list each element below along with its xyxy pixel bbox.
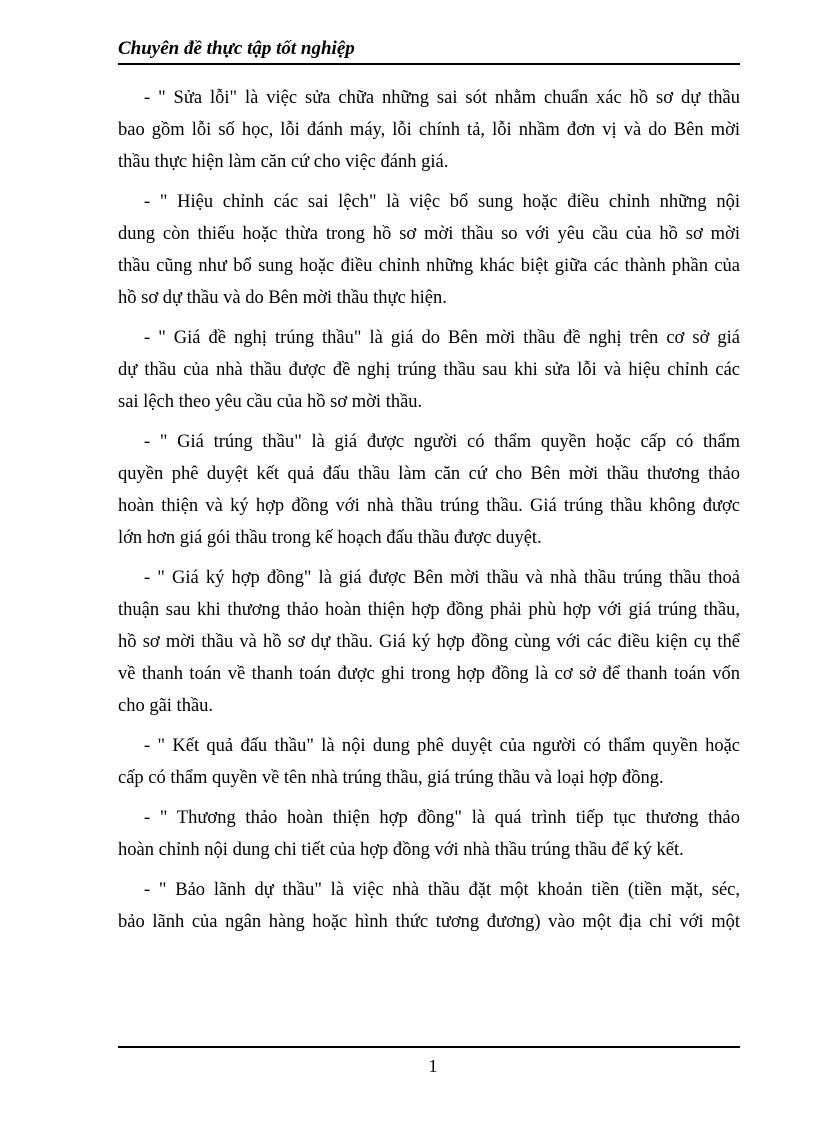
text-line: - " Giá ký hợp đồng" là giá được Bên mời thầu và nhà thầu trúng thầu thoả bbox=[144, 568, 740, 588]
text-line: thầu cũng như bổ sung hoặc điều chỉnh những khác biệt giữa các thành phần của bbox=[118, 256, 740, 276]
text-line: - " Bảo lãnh dự thầu" là việc nhà thầu đặt một khoản tiền (tiền mặt, séc, bbox=[144, 880, 740, 900]
text-line: lớn hơn giá gói thầu trong kế hoạch đấu thầu được duyệt. bbox=[118, 528, 542, 548]
document-body bbox=[118, 82, 740, 946]
paragraph bbox=[118, 322, 740, 418]
paragraph bbox=[118, 802, 740, 866]
paragraph bbox=[118, 730, 740, 794]
text-line: bao gồm lỗi số học, lỗi đánh máy, lỗi chính tả, lỗi nhầm đơn vị và do Bên mời bbox=[118, 120, 740, 140]
paragraph bbox=[118, 426, 740, 554]
text-line: hồ sơ mời thầu và hồ sơ dự thầu. Giá ký hợp đồng cùng với các điều kiện cụ thể bbox=[118, 632, 740, 652]
paragraph bbox=[118, 82, 740, 178]
text-line: quyền phê duyệt kết quả đấu thầu làm căn cứ cho Bên mời thầu thương thảo bbox=[118, 464, 740, 484]
text-line: dự thầu của nhà thầu được đề nghị trúng thầu sau khi sửa lỗi và hiệu chỉnh các bbox=[118, 360, 740, 380]
footer-divider bbox=[118, 1046, 740, 1048]
text-line: - " Giá trúng thầu" là giá được người có thẩm quyền hoặc cấp có thẩm bbox=[144, 432, 740, 452]
text-line: - " Thương thảo hoàn thiện hợp đồng" là quá trình tiếp tục thương thảo bbox=[144, 808, 740, 828]
text-line: hoàn thiện và ký hợp đồng với nhà thầu trúng thầu. Giá trúng thầu không được bbox=[118, 496, 740, 516]
text-line: - " Giá đề nghị trúng thầu" là giá do Bên mời thầu đề nghị trên cơ sở giá bbox=[144, 328, 740, 348]
header-title: Chuyên đề thực tập tốt nghiệp bbox=[118, 38, 355, 59]
text-line: bảo lãnh của ngân hàng hoặc hình thức tương đương) vào một địa chỉ với một bbox=[118, 912, 740, 932]
page-header bbox=[118, 38, 740, 65]
text-line: thuận sau khi thương thảo hoàn thiện hợp đồng phải phù hợp với giá trúng thầu, bbox=[118, 600, 740, 620]
text-line: hoàn chỉnh nội dung chi tiết của hợp đồng với nhà thầu trúng thầu để ký kết. bbox=[118, 840, 684, 860]
text-line: thầu thực hiện làm căn cứ cho việc đánh giá. bbox=[118, 152, 449, 172]
text-line: sai lệch theo yêu cầu của hồ sơ mời thầu. bbox=[118, 392, 423, 412]
text-line: cho gãi thầu. bbox=[118, 696, 214, 716]
paragraph bbox=[118, 874, 740, 938]
text-line: - " Sửa lỗi" là việc sửa chữa những sai sót nhằm chuẩn xác hồ sơ dự thầu bbox=[144, 88, 740, 108]
text-line: dung còn thiếu hoặc thừa trong hồ sơ mời thầu so với yêu cầu của hồ sơ mời bbox=[118, 224, 740, 244]
page-number: 1 bbox=[428, 1056, 438, 1076]
paragraph bbox=[118, 186, 740, 314]
text-line: - " Kết quả đấu thầu" là nội dung phê duyệt của người có thẩm quyền hoặc bbox=[144, 736, 740, 756]
text-line: về thanh toán về thanh toán được ghi trong hợp đồng là cơ sở để thanh toán vốn bbox=[118, 664, 740, 684]
text-line: hồ sơ dự thầu và do Bên mời thầu thực hiện. bbox=[118, 288, 447, 308]
text-line: - " Hiệu chỉnh các sai lệch" là việc bổ sung hoặc điều chỉnh những nội bbox=[144, 192, 740, 212]
paragraph bbox=[118, 562, 740, 722]
text-line: cấp có thẩm quyền về tên nhà trúng thầu, giá trúng thầu và loại hợp đồng. bbox=[118, 768, 664, 788]
